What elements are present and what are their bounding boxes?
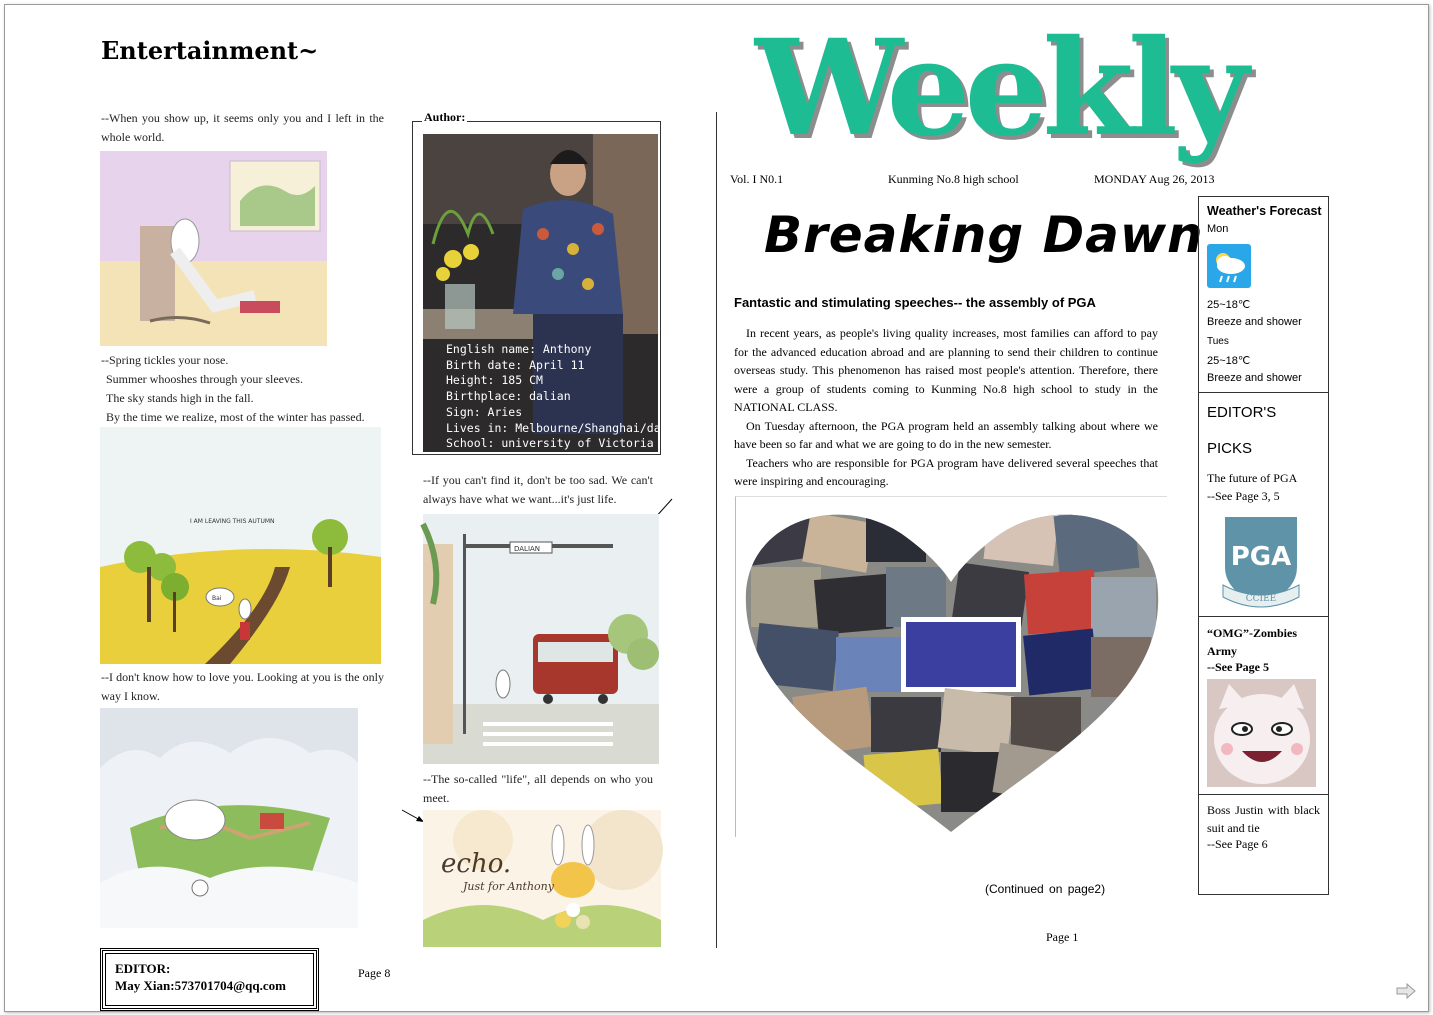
page-number-right: Page 1 [1046,930,1079,944]
pick-2-ref: --See Page 5 [1207,660,1269,674]
weather-temp-2: 25~18℃ [1207,355,1251,367]
author-school: School: university of Victoria [446,436,654,451]
weather-day-1: Mon [1207,223,1229,235]
article-body [734,324,1158,491]
rain-cloud-icon [1207,244,1251,288]
page-number-left: Page 8 [358,966,391,980]
author-birthplace: Birthplace: dalian [446,389,571,404]
logo-banner-text: CCIEE [1245,594,1277,604]
pick-1-title: The future of PGA [1207,471,1298,485]
masthead-title: Weekly [755,11,1243,166]
caption-2 [101,351,401,427]
next-page-arrow-icon[interactable] [1396,983,1416,999]
issue-date: MONDAY Aug 26, 2013 [1094,172,1215,186]
caption-3: --I don't know how to love you. Looking at you is the only way I know. [101,670,384,703]
pick-3-section [1199,794,1328,895]
article-paragraph: Teachers who are responsible for PGA program have delivered several speeches that were inspiring and encouraging. [734,455,1158,488]
pick-3-ref: --See Page 6 [1207,837,1268,851]
caption-2-line-4: By the time we realize, most of the winter has passed. [106,410,365,424]
author-sign: Sign: Aries [446,404,523,419]
headline: Breaking Dawn [764,206,1204,264]
caption-2-line-1: --Spring tickles your nose. [101,353,229,367]
echo-text: echo. [441,849,512,879]
author-english-name: English name: Anthony [446,342,592,356]
pick-2-section [1199,616,1328,795]
illustration-village-clouds [100,708,358,928]
zombie-cat-image [1207,679,1316,787]
author-photo [423,134,689,452]
volume-number: Vol. I N0.1 [730,172,784,186]
author-birth-date: Birth date: April 11 [446,357,585,372]
weather-day-2: Tues [1207,336,1229,347]
weather-title: Weather's Forecast [1207,204,1322,218]
author-label: Author: [424,110,466,124]
field-sign-text: I AM LEAVING THIS AUTUMN [190,518,275,525]
illustration-echo-rabbit [423,810,661,947]
logo-text: PGA [1230,542,1292,572]
caption-5: --The so-called "life", all depends on who you meet. [423,772,653,805]
sidebar [1198,196,1329,895]
pick-2-title: “OMG”-Zombies Army [1207,626,1297,658]
editors-picks-section [1199,392,1328,617]
caption-4: --If you can't find it, don't be too sad. We can't always have what we want...it's just life. [423,473,653,506]
author-lives-in: Lives in: Melbourne/Shanghai/dalian [446,420,689,435]
editors-picks-title-2: PICKS [1207,440,1253,457]
school-name: Kunming No.8 high school [888,172,1019,186]
author-height: Height: 185 CM [446,373,543,388]
illustration-autumn-field [100,427,381,664]
pga-logo [1221,515,1301,610]
continued-note: (Continued on page2) [985,882,1106,896]
article-paragraph: In recent years, as people's living quality increases, most families can afford to pay for the advanced education abroad and are planning to send their children to continue overseas study. This phenomenon has raised most people's attention. Therefore, there were a group of students coming to Kunming No.8 high school to study in the NATIONAL CLASS. [734,326,1158,414]
bubble-text: Bai [212,595,222,602]
just-for-text: Just for Anthony [463,880,554,893]
subheadline: Fantastic and stimulating speeches-- the assembly of PGA [734,295,1096,310]
editor-box [100,948,319,1011]
weather-temp-1: 25~18℃ [1207,299,1251,311]
photo-collage-heart [735,496,1167,837]
caption-1: --When you show up, it seems only you and I left in the whole world. [101,111,384,144]
caption-2-line-2: Summer whooshes through your sleeves. [106,372,303,386]
editors-picks-title-1: EDITOR'S [1207,404,1277,421]
weather-desc-1: Breeze and shower [1207,316,1302,328]
illustration-tram-street [423,514,659,764]
editor-label: EDITOR: [115,961,171,976]
article-paragraph: On Tuesday afternoon, the PGA program held an assembly talking about where we have been so far and what we are going to do in the new semester. [734,418,1158,451]
editor-contact: May Xian:573701704@qq.com [115,978,286,993]
section-title: Entertainment~ [101,36,319,65]
page-divider [716,112,717,948]
pick-3-title: Boss Justin with black suit and tie [1207,803,1320,835]
author-details [446,342,688,452]
illustration-rabbit-chair [100,151,327,346]
weather-desc-2: Breeze and shower [1207,372,1302,384]
street-sign-text: DALIAN [514,545,541,553]
caption-2-line-3: The sky stands high in the fall. [106,391,254,405]
pick-1-ref: --See Page 3, 5 [1207,489,1280,503]
